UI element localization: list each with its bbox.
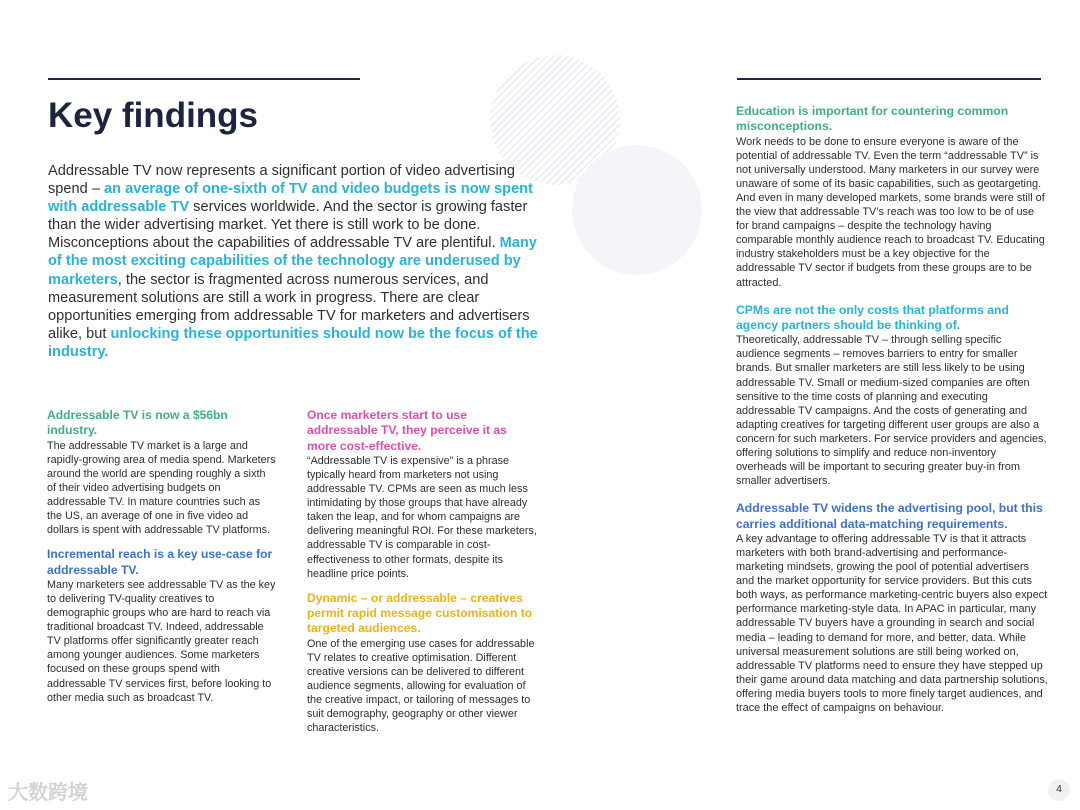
- section-heading-advertising-pool: Addressable TV widens the advertising pool, but this carries additional data-matching requirements.: [736, 501, 1043, 531]
- right-column: [736, 104, 1048, 728]
- intro-text-3: , the sector is fragmented across numerous services, and measurement solutions are still a work in progress. There are clear opportunities emerging from addressable TV for marketers and advertisers alike, but: [48, 271, 530, 342]
- section-heading-incremental-reach: Incremental reach is a key use-case for addressable TV.: [47, 547, 273, 577]
- section-heading-education: Education is important for countering common misconceptions.: [736, 104, 1009, 134]
- intro-highlight-3: unlocking these opportunities should now be the focus of the industry.: [48, 325, 538, 360]
- page-title: Key findings: [48, 96, 259, 135]
- section-heading-cost-effective: Once marketers start to use addressable TV, they perceive it as more cost-effective.: [307, 408, 507, 453]
- section-heading-cpms: CPMs are not the only costs that platforms and agency partners should be thinking of.: [736, 302, 1009, 332]
- section-body-education: Work needs to be done to ensure everyone is aware of the potential of addressable TV. Even the term “addressable TV” is not universally understood. Many marketers in our survey were unaware of some of its basic capabilities, such as geotargeting. And even in many developed markets, some brands were still of the view that addressable TV’s reach was too low to be of use for brand campaigns – despite the technology having comparable monthly audience reach to broadcast TV. Educating industry stakeholders must be a key objective for the addressable TV sector if budgets from these groups are to be attracted.: [736, 135, 1045, 289]
- section-body-advertising-pool: A key advantage to offering addressable TV is that it attracts marketers with both brand-advertising and performance-marketing mindsets, growing the pool of potential advertisers and the market opportunity for service providers. But this cuts both ways, as performance marketing-centric buyers also expect performance marketing-style data. In APAC in particular, many addressable TV buyers have a grounding in search and social media – leading to demand for more, and better, data. While universal measurement solutions are still being worked on, addressable TV platforms need to ensure they have stepped up their game around data matching and data partnership solutions, offering media buyers tools to more finely target audiences, and trace the effect of campaigns on behaviour.: [736, 532, 1048, 714]
- section-heading-dynamic-creatives: Dynamic – or addressable – creatives permit rapid message customisation to targeted audiences.: [307, 590, 533, 636]
- section-body-cpms: Theoretically, addressable TV – through selling specific audience segments – removes barriers to entry for smaller brands. But smaller marketers are still less likely to be using addressable TV. Small or medium-sized companies are often sensitive to the time costs of planning and executing addressable TV campaigns. And the costs of generating and adapting creatives for targeting different user groups are also a concern for such marketers. For service providers and agencies, offering solutions to simplify and reduce non-inventory overheads will be important to securing greater buy-in from smaller advertisers.: [736, 334, 1047, 488]
- intro-highlight-2: Many of the most exciting capabilities of the technology are underused by marketers: [48, 235, 537, 288]
- intro-paragraph: [48, 162, 538, 361]
- left-column: [47, 408, 277, 715]
- section-body-incremental-reach: Many marketers see addressable TV as the key to delivering TV-quality creatives to demographic groups who are hard to reach via traditional broadcast TV. Indeed, addressable TV platforms offer significantly greater reach among younger audiences. Some marketers focused on these groups spend with addressable TV services first, before looking to other media such as broadcast TV.: [47, 578, 276, 704]
- top-rule-left: [48, 78, 360, 80]
- intro-highlight-1: an average of one-sixth of TV and video budgets is now spent with addressable TV: [48, 181, 533, 216]
- intro-text-2: services worldwide. And the sector is growing faster than the wider advertising market. Yet there is still work to be done. Misconceptions about the capabilities of addressable TV are plentiful.: [48, 199, 528, 252]
- section-heading-market-size: Addressable TV is now a $56bn industry.: [47, 408, 228, 438]
- intro-text-1: Addressable TV now represents a significant portion of video advertising spend –: [48, 163, 515, 198]
- decorative-circle-plain: [572, 145, 702, 275]
- top-rule-right: [737, 78, 1041, 80]
- watermark-text: 大数跨境: [8, 782, 88, 804]
- section-body-cost-effective: “Addressable TV is expensive” is a phrase typically heard from marketers not using addressable TV. CPMs are seen as much less intimidating by those groups that have already taken the leap, and for whom campaigns are delivering meaningful ROI. For these marketers, addressable TV is comparable in cost-effectiveness to other formats, despite its headline price points.: [307, 454, 537, 580]
- section-body-dynamic-creatives: One of the emerging use cases for addressable TV relates to creative optimisation. Different creative versions can be delivered to different audience segments, allowing for evaluation of the creative impact, or tailoring of messages to suit demography, geography or other viewer characteristics.: [307, 637, 535, 735]
- middle-column: [307, 408, 539, 745]
- page-number: 4: [1048, 779, 1070, 801]
- section-body-market-size: The addressable TV market is a large and rapidly-growing area of media spend. Marketers around the world are spending roughly a sixth of their video advertising budgets on addressable TV. In mature countries such as the US, an average of one in five video ad dollars is spent with addressable TV platforms.: [47, 439, 276, 537]
